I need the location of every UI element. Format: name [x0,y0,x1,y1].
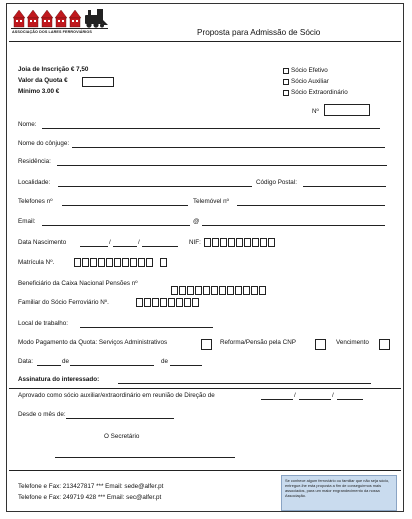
nif-label: NIF: [189,239,201,246]
nascimento-dia-field[interactable] [80,246,108,247]
matricula-check-digit[interactable] [160,258,168,267]
footer-divider [9,470,401,471]
contact-sede: Telefone e Fax: 213427817 *** Email: sede@alfer.pt [18,483,164,490]
section-divider [9,388,401,389]
email-at: @ [193,218,200,225]
conjuge-field[interactable] [72,147,385,148]
aprovado-label: Aprovado como sócio auxiliar/extraordinário em reunião de Direção de [18,392,215,399]
nome-label: Nome: [18,121,37,128]
socio-auxiliar-label: Sócio Auxiliar [291,78,329,85]
association-logo [11,6,111,30]
header-divider [9,41,401,42]
nascimento-ano-field[interactable] [142,246,178,247]
quota-input[interactable] [82,77,114,87]
modo-pagamento-label: Modo Pagamento da Quota: Serviços Administrativos [18,339,168,346]
beneficiario-label: Beneficiário da Caixa Nacional Pensões nº [18,280,138,287]
data-mes-field[interactable] [70,365,154,366]
telefones-field[interactable] [62,205,188,206]
vencimento-label: Vencimento [336,339,369,346]
conjuge-label: Nome do cônjuge: [18,140,70,147]
data-de-2: de [161,358,169,365]
socio-extraordinario-checkbox[interactable] [283,90,289,96]
codigo-postal-field[interactable] [303,186,386,187]
assinatura-field[interactable] [118,383,371,384]
assinatura-label: Assinatura do interessado: [18,376,100,383]
email-label: Email: [18,218,36,225]
nome-field[interactable] [42,128,380,129]
reforma-checkbox[interactable] [315,339,326,350]
localidade-field[interactable] [58,186,252,187]
numero-input[interactable] [324,104,370,116]
numero-label: Nº [312,108,319,115]
matricula-input[interactable] [74,258,154,267]
reforma-label: Reforma/Pensão pela CNP [220,339,296,346]
nascimento-sep-2: / [138,239,140,246]
aprovado-dia-field[interactable] [261,399,293,400]
data-label: Data: [18,358,34,365]
socio-auxiliar-checkbox[interactable] [283,79,289,85]
data-de-1: de [62,358,70,365]
beneficiario-input[interactable] [171,286,267,295]
nascimento-label: Data Nascimento [18,239,67,246]
familiar-label: Familiar do Sócio Ferroviário Nº. [18,299,109,306]
joia-label: Joia de Inscrição € 7,50 [18,66,89,73]
aprovado-sep-2: / [332,392,334,399]
recruitment-note: Se conhece algum ferroviário ou familiar que não seja sócio, entregue-lhe esta proposta a fim de conseguirmos mais associados, para um maior engrandecimento da nossa Associação. [281,475,397,511]
secretario-label: O Secretário [104,433,140,440]
localidade-label: Localidade: [18,179,51,186]
desde-label: Desde o mês de: [18,411,66,418]
aprovado-mes-field[interactable] [299,399,331,400]
desde-field[interactable] [66,418,174,419]
contact-sec: Telefone e Fax: 249719 428 *** Email: sec@alfer.pt [18,494,162,501]
telemovel-label: Telemóvel nº [193,198,229,205]
data-ano-field[interactable] [170,365,202,366]
nascimento-sep-1: / [109,239,111,246]
secretario-signature-field[interactable] [55,457,235,458]
minimo-label: Mínimo 3.00 € [18,88,60,95]
email-domain-field[interactable] [202,225,385,226]
residencia-field[interactable] [57,165,387,166]
email-user-field[interactable] [42,225,190,226]
socio-extraordinario-label: Sócio Extraordinário [291,89,348,96]
local-trabalho-field[interactable] [80,327,213,328]
aprovado-ano-field[interactable] [337,399,363,400]
socio-efetivo-label: Sócio Efetivo [291,67,328,74]
vencimento-checkbox[interactable] [379,339,390,350]
data-dia-field[interactable] [37,365,61,366]
matricula-label: Matrícula Nº. [18,259,55,266]
familiar-input[interactable] [136,298,200,307]
local-trabalho-label: Local de trabalho: [18,320,69,327]
socio-efetivo-checkbox[interactable] [283,68,289,74]
quota-label: Valor da Quota € [18,77,68,84]
form-title: Proposta para Admissão de Sócio [197,28,321,37]
association-name: ASSOCIAÇÃO DOS LARES FERROVIÁRIOS [12,30,92,34]
telefones-label: Telefones nº [18,198,53,205]
aprovado-sep-1: / [294,392,296,399]
residencia-label: Residência: [18,158,51,165]
nif-input[interactable] [204,238,276,247]
servicos-administrativos-checkbox[interactable] [201,339,212,350]
nascimento-mes-field[interactable] [113,246,137,247]
codigo-postal-label: Código Postal: [256,179,297,186]
telemovel-field[interactable] [237,205,385,206]
